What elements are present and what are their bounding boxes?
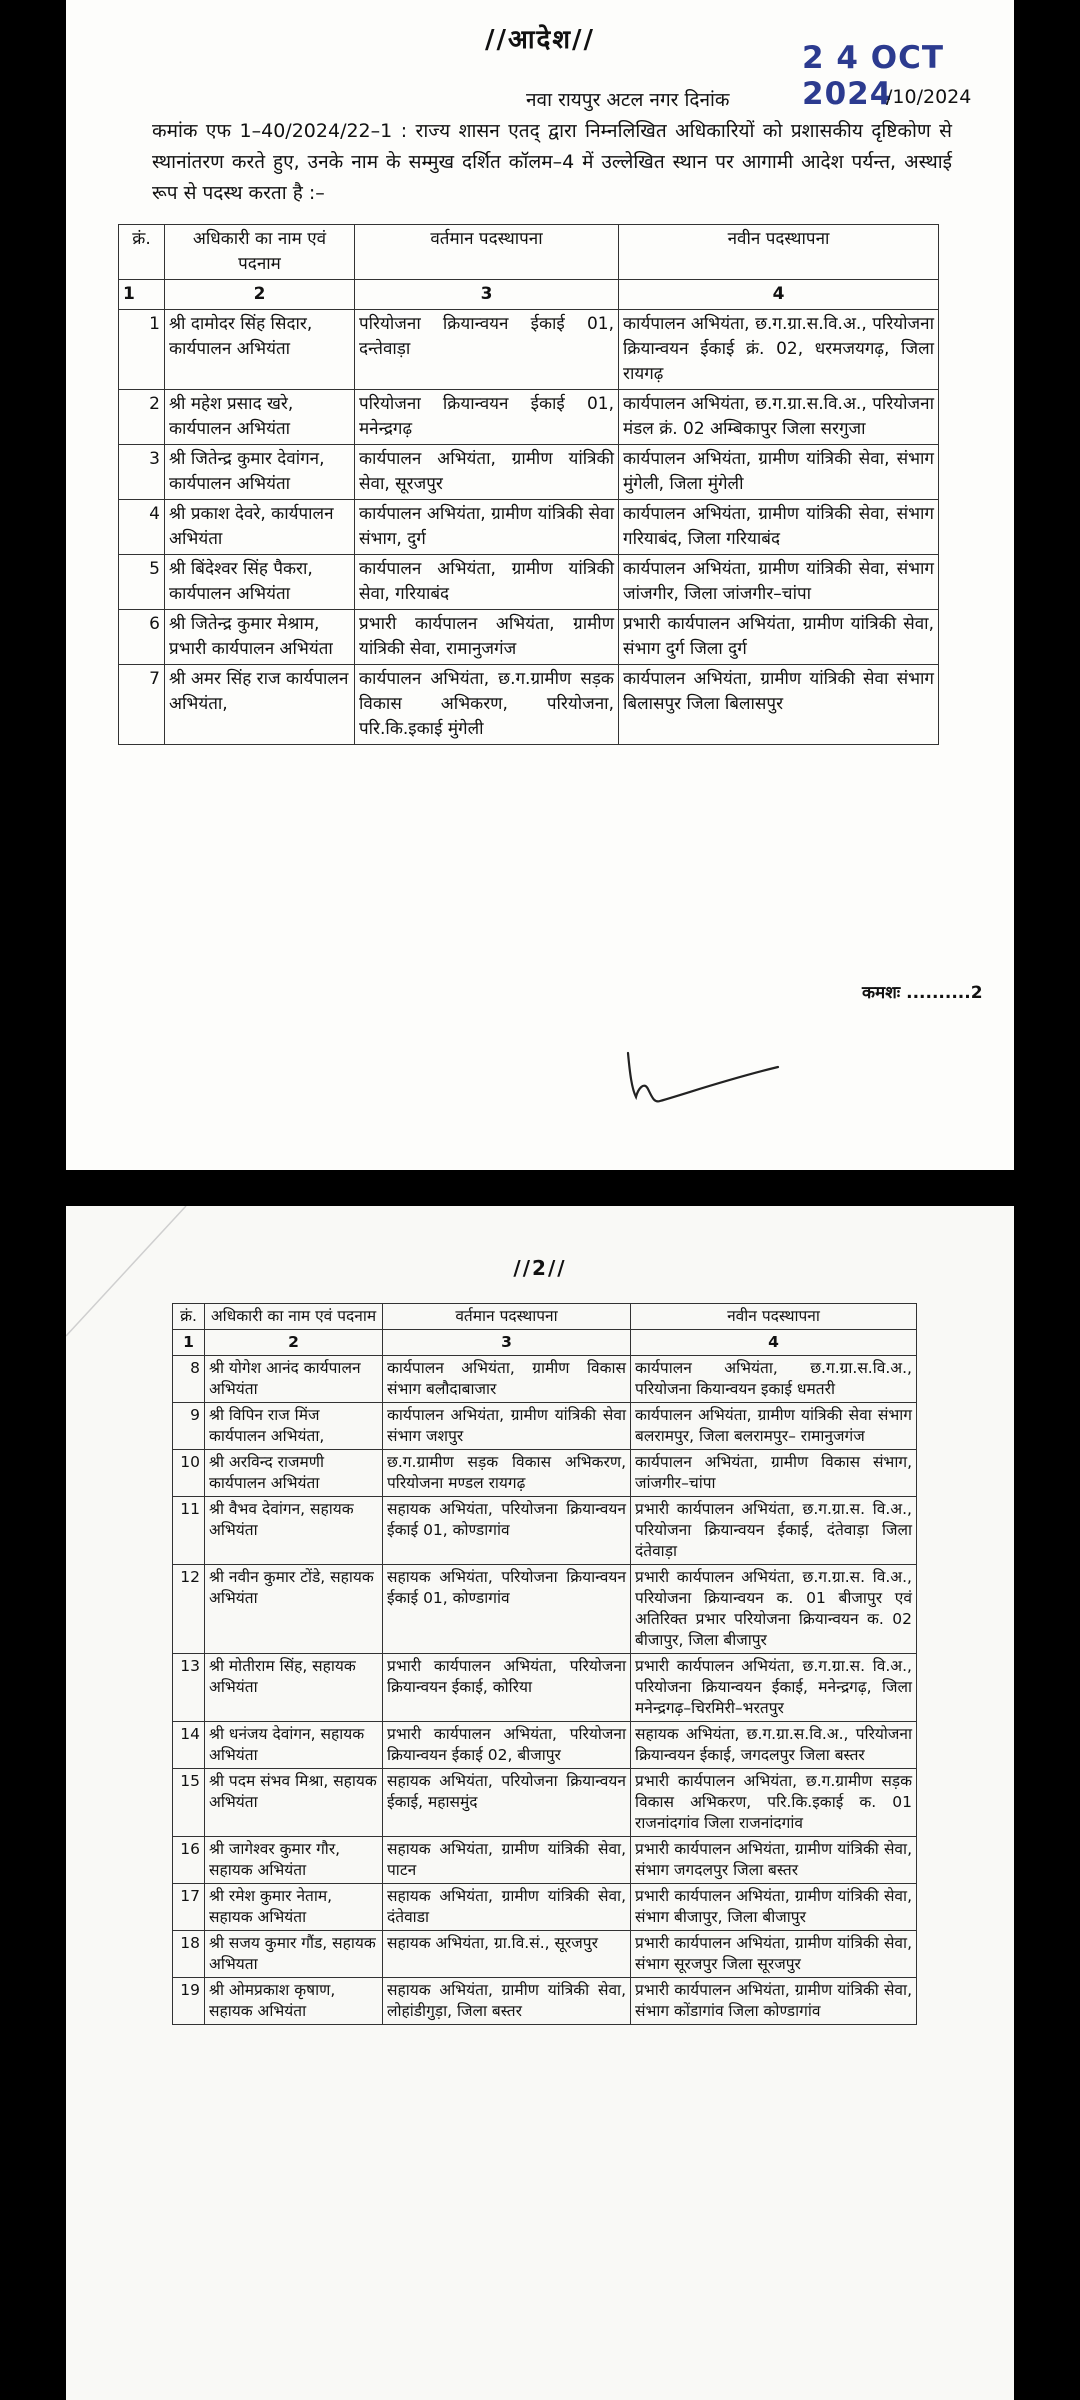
new-posting-cell: प्रभारी कार्यपालन अभियंता, छ.ग.ग्रामीण सड़क विकास अभिकरण, परि.कि.इकाई क. 01 राजनांदगांव जिला राजनांदगांव [631,1769,917,1837]
new-posting-cell: कार्यपालन अभियंता, छ.ग.ग्रा.स.वि.अ., परियोजना कियान्वयन इकाई धमतरी [631,1356,917,1403]
officer-name-cell: श्री जितेन्द्र कुमार मेश्राम, प्रभारी कार्यपालन अभियंता [165,610,355,665]
current-posting-cell: कार्यपालन अभियंता, ग्रामीण विकास संभाग बलौदाबाजार [383,1356,631,1403]
header-new-posting: नवीन पदस्थापना [631,1304,917,1330]
table-row [173,1497,917,1565]
column-number: 1 [119,280,165,310]
new-posting-cell: कार्यपालन अभियंता, ग्रामीण यांत्रिकी सेवा, संभाग जांजगीर, जिला जांजगीर–चांपा [619,555,939,610]
document-page-2 [66,1206,1014,2400]
serial-cell: 4 [119,500,165,555]
officer-name-cell: श्री जितेन्द्र कुमार देवांगन, कार्यपालन अभियंता [165,445,355,500]
officer-name-cell: श्री रमेश कुमार नेताम, सहायक अभियंता [205,1884,383,1931]
table-row [173,1356,917,1403]
current-posting-cell: परियोजना क्रियान्वयन ईकाई 01, दन्तेवाड़ा [355,310,619,390]
serial-cell: 13 [173,1654,205,1722]
new-posting-cell: प्रभारी कार्यपालन अभियंता, छ.ग.ग्रा.स. वि.अ., परियोजना क्रियान्वयन ईकाई, दंतेवाड़ा जिला दंतेवाड़ा [631,1497,917,1565]
serial-cell: 9 [173,1403,205,1450]
new-posting-cell: प्रभारी कार्यपालन अभियंता, ग्रामीण यांत्रिकी सेवा, संभाग सूरजपुर जिला सूरजपुर [631,1931,917,1978]
table-row [119,310,939,390]
table-row [119,390,939,445]
table-row [173,1403,917,1450]
new-posting-cell: कार्यपालन अभियंता, ग्रामीण यांत्रिकी सेवा संभाग बिलासपुर जिला बिलासपुर [619,665,939,745]
place-date-line [526,86,972,112]
current-posting-cell: कार्यपालन अभियंता, ग्रामीण यांत्रिकी सेवा संभाग जशपुर [383,1403,631,1450]
current-posting-cell: सहायक अभियंता, परियोजना क्रियान्वयन ईकाई, महासमुंद [383,1769,631,1837]
table-row [173,1931,917,1978]
serial-cell: 17 [173,1884,205,1931]
new-posting-cell: कार्यपालन अभियंता, छ.ग.ग्रा.स.वि.अ., परियोजना मंडल क्रं. 02 अम्बिकापुर जिला सरगुजा [619,390,939,445]
new-posting-cell: प्रभारी कार्यपालन अभियंता, छ.ग.ग्रा.स. वि.अ., परियोजना क्रियान्वयन क. 01 बीजापुर एवं अतिरिक्त प्रभार परियोजना क्रियान्वयन क. 02 बीजापुर, जिला बीजापुर [631,1565,917,1654]
header-officer: अधिकारी का नाम एवं पदनाम [165,225,355,280]
new-posting-cell: प्रभारी कार्यपालन अभियंता, ग्रामीण यांत्रिकी सेवा, संभाग बीजापुर, जिला बीजापुर [631,1884,917,1931]
current-posting-cell: छ.ग.ग्रामीण सड़क विकास अभिकरण, परियोजना मण्डल रायगढ़ [383,1450,631,1497]
column-number: 3 [383,1330,631,1356]
header-officer: अधिकारी का नाम एवं पदनाम [205,1304,383,1330]
new-posting-cell: प्रभारी कार्यपालन अभियंता, ग्रामीण यांत्रिकी सेवा, संभाग जगदलपुर जिला बस्तर [631,1837,917,1884]
continued-note: कमशः ..........2 [862,983,983,1003]
header-serial: क्रं. [173,1304,205,1330]
officer-name-cell: श्री महेश प्रसाद खरे, कार्यपालन अभियंता [165,390,355,445]
officer-name-cell: श्री बिंदेश्वर सिंह पैकरा, कार्यपालन अभियंता [165,555,355,610]
serial-cell: 7 [119,665,165,745]
officer-name-cell: श्री पदम संभव मिश्रा, सहायक अभियंता [205,1769,383,1837]
table-row [173,1565,917,1654]
table-row [119,500,939,555]
serial-cell: 12 [173,1565,205,1654]
current-posting-cell: प्रभारी कार्यपालन अभियंता, परियोजना क्रियान्वयन ईकाई 02, बीजापुर [383,1722,631,1769]
officer-name-cell: श्री सजय कुमार गौंड, सहायक अभियता [205,1931,383,1978]
current-posting-cell: सहायक अभियंता, परियोजना क्रियान्वयन ईकाई 01, कोण्डागांव [383,1565,631,1654]
current-posting-cell: सहायक अभियंता, ग्रामीण यांत्रिकी सेवा, लोहांडीगुड़ा, जिला बस्तर [383,1978,631,2025]
officer-name-cell: श्री विपिन राज मिंज कार्यपालन अभियंता, [205,1403,383,1450]
column-number: 3 [355,280,619,310]
new-posting-cell: प्रभारी कार्यपालन अभियंता, ग्रामीण यांत्रिकी सेवा, संभाग कोंडागांव जिला कोण्डागांव [631,1978,917,2025]
current-posting-cell: सहायक अभियंता, ग्रामीण यांत्रिकी सेवा, पाटन [383,1837,631,1884]
officer-name-cell: श्री जागेश्वर कुमार गौर, सहायक अभियंता [205,1837,383,1884]
document-page-1 [66,0,1014,1170]
new-posting-cell: कार्यपालन अभियंता, ग्रामीण यांत्रिकी सेवा, संभाग मुंगेली, जिला मुंगेली [619,445,939,500]
column-number: 4 [631,1330,917,1356]
column-number: 2 [205,1330,383,1356]
date-stamp: 2 4 OCT 2024 [802,40,944,112]
table-row [119,665,939,745]
serial-cell: 11 [173,1497,205,1565]
column-number: 4 [619,280,939,310]
new-posting-cell: कार्यपालन अभियंता, छ.ग.ग्रा.स.वि.अ., परियोजना क्रियान्वयन ईकाई क्रं. 02, धरमजयगढ़, जिला रायगढ़ [619,310,939,390]
officer-name-cell: श्री ओमप्रकाश कृषाण, सहायक अभियंता [205,1978,383,2025]
officer-name-cell: श्री मोतीराम सिंह, सहायक अभियंता [205,1654,383,1722]
table-row [119,445,939,500]
current-posting-cell: प्रभारी कार्यपालन अभियंता, ग्रामीण यांत्रिकी सेवा, रामानुजगंज [355,610,619,665]
current-posting-cell: सहायक अभियंता, ग्रामीण यांत्रिकी सेवा, दंतेवाडा [383,1884,631,1931]
current-posting-cell: सहायक अभियंता, परियोजना क्रियान्वयन ईकाई 01, कोण्डागांव [383,1497,631,1565]
column-number-row [119,280,939,310]
serial-cell: 16 [173,1837,205,1884]
officer-name-cell: श्री प्रकाश देवरे, कार्यपालन अभियंता [165,500,355,555]
table-body [173,1356,917,2025]
serial-cell: 3 [119,445,165,500]
officer-name-cell: श्री वैभव देवांगन, सहायक अभियंता [205,1497,383,1565]
date-value: /10/2024 [886,86,972,108]
header-current-posting: वर्तमान पदस्थापना [383,1304,631,1330]
header-new-posting: नवीन पदस्थापना [619,225,939,280]
serial-cell: 10 [173,1450,205,1497]
table-row [173,1769,917,1837]
serial-cell: 1 [119,310,165,390]
serial-cell: 14 [173,1722,205,1769]
new-posting-cell: प्रभारी कार्यपालन अभियंता, ग्रामीण यांत्रिकी सेवा, संभाग दुर्ग जिला दुर्ग [619,610,939,665]
new-posting-cell: प्रभारी कार्यपालन अभियंता, छ.ग.ग्रा.स. वि.अ., परियोजना क्रियान्वयन ईकाई, मनेन्द्रगढ़, जिला मनेन्द्रगढ़–चिरमिरी–भरतपुर [631,1654,917,1722]
order-preamble: कमांक एफ 1–40/2024/22–1 : राज्य शासन एतद् द्वारा निम्नलिखित अधिकारियों को प्रशासकीय दृष्टिकोण से स्थानांतरण करते हुए, उनके नाम के सम्मुख दर्शित कॉलम–4 में उल्लेखित स्थान पर आगामी आदेश पर्यन्त, अस्थाई रूप से पदस्थ करता है :– [152,120,952,204]
serial-cell: 19 [173,1978,205,2025]
header-current-posting: वर्तमान पदस्थापना [355,225,619,280]
new-posting-cell: कार्यपालन अभियंता, ग्रामीण यांत्रिकी सेवा, संभाग गरियाबंद, जिला गरियाबंद [619,500,939,555]
current-posting-cell: कार्यपालन अभियंता, छ.ग.ग्रामीण सड़क विकास अभिकरण, परियोजना, परि.कि.इकाई मुंगेली [355,665,619,745]
officer-name-cell: श्री नवीन कुमार टोंडे, सहायक अभियंता [205,1565,383,1654]
transfer-table [118,224,939,745]
table-row [173,1722,917,1769]
serial-cell: 8 [173,1356,205,1403]
current-posting-cell: प्रभारी कार्यपालन अभियंता, परियोजना क्रियान्वयन ईकाई, कोरिया [383,1654,631,1722]
officer-name-cell: श्री दामोदर सिंह सिदार, कार्यपालन अभियंता [165,310,355,390]
officer-name-cell: श्री धनंजय देवांगन, सहायक अभियंता [205,1722,383,1769]
serial-cell: 5 [119,555,165,610]
current-posting-cell: कार्यपालन अभियंता, ग्रामीण यांत्रिकी सेवा, गरियाबंद [355,555,619,610]
signature-image [618,1045,818,1125]
order-title: //आदेश// [484,25,596,55]
current-posting-cell: कार्यपालन अभियंता, ग्रामीण यांत्रिकी सेवा, सूरजपुर [355,445,619,500]
column-number-row [173,1330,917,1356]
place-date-label: नवा रायपुर अटल नगर दिनांक [526,89,730,111]
new-posting-cell: कार्यपालन अभियंता, ग्रामीण विकास संभाग, जांजगीर–चांपा [631,1450,917,1497]
current-posting-cell: सहायक अभियंता, ग्रा.वि.सं., सूरजपुर [383,1931,631,1978]
table-row [119,555,939,610]
header-serial: क्रं. [119,225,165,280]
serial-cell: 6 [119,610,165,665]
page-number-title: //2// [513,1256,567,1280]
table-row [119,610,939,665]
table-row [173,1884,917,1931]
table-row [173,1450,917,1497]
transfer-table-continued [172,1303,917,2025]
table-header-row [173,1304,917,1330]
officer-name-cell: श्री अरविन्द राजमणी कार्यपालन अभियंता [205,1450,383,1497]
current-posting-cell: कार्यपालन अभियंता, ग्रामीण यांत्रिकी सेवा संभाग, दुर्ग [355,500,619,555]
table-body [119,310,939,745]
serial-cell: 2 [119,390,165,445]
table-row [173,1978,917,2025]
officer-name-cell: श्री योगेश आनंद कार्यपालन अभियंता [205,1356,383,1403]
serial-cell: 15 [173,1769,205,1837]
current-posting-cell: परियोजना क्रियान्वयन ईकाई 01, मनेन्द्रगढ़ [355,390,619,445]
table-header-row [119,225,939,280]
serial-cell: 18 [173,1931,205,1978]
new-posting-cell: कार्यपालन अभियंता, ग्रामीण यांत्रिकी सेवा संभाग बलरामपुर, जिला बलरामपुर– रामानुजगंज [631,1403,917,1450]
column-number: 1 [173,1330,205,1356]
table-row [173,1837,917,1884]
new-posting-cell: सहायक अभियंता, छ.ग.ग्रा.स.वि.अ., परियोजना क्रियान्वयन ईकाई, जगदलपुर जिला बस्तर [631,1722,917,1769]
table-row [173,1654,917,1722]
officer-name-cell: श्री अमर सिंह राज कार्यपालन अभियंता, [165,665,355,745]
column-number: 2 [165,280,355,310]
